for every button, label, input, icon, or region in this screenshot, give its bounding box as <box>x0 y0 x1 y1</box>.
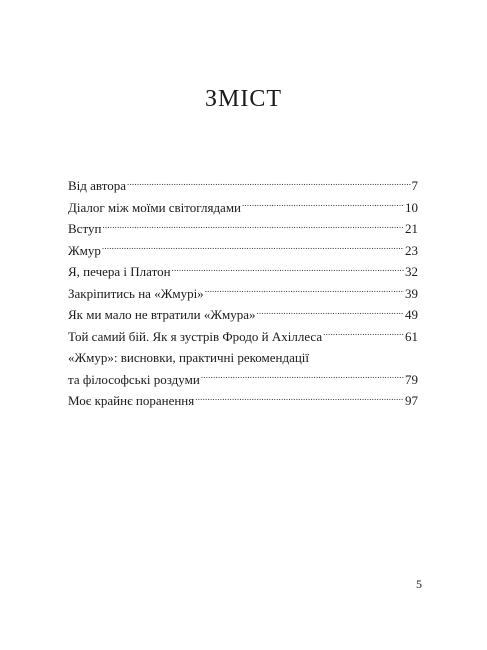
toc-entry-label: Жмур <box>68 242 101 258</box>
toc-entry-page: 23 <box>405 242 418 258</box>
toc-entry-page: 61 <box>405 328 418 344</box>
toc-entry-page: 10 <box>405 199 418 215</box>
toc-entry-page: 39 <box>405 285 418 301</box>
toc-entry-label: Моє крайнє поранення <box>68 393 195 408</box>
toc-entry <box>68 197 418 219</box>
toc-dot-leader <box>205 285 404 298</box>
toc-entry-page: 79 <box>405 371 418 387</box>
page-title: ЗМІСТ <box>204 86 283 112</box>
toc-entry-label: Як ми мало не втратили «Жмура» <box>68 307 256 322</box>
toc-dot-leader <box>323 328 404 341</box>
toc-dot-leader <box>195 392 404 405</box>
toc-entry-page: 21 <box>405 221 418 236</box>
toc-dot-leader <box>256 306 404 319</box>
toc-entry-page: 32 <box>405 264 418 279</box>
toc-entry <box>68 175 418 197</box>
toc-dot-leader <box>127 177 410 190</box>
table-of-contents <box>68 175 418 412</box>
toc-entry <box>68 218 418 240</box>
toc-entry-page: 49 <box>405 307 418 322</box>
toc-dot-leader <box>102 220 404 233</box>
toc-entry-label: Я, печера і Платон <box>68 264 171 279</box>
toc-dot-leader <box>242 199 404 212</box>
toc-entry <box>68 390 418 412</box>
toc-entry-label: Діалог між моїми світоглядами <box>68 199 242 215</box>
toc-entry <box>68 261 418 283</box>
toc-dot-leader <box>102 242 404 255</box>
toc-dot-leader <box>201 371 404 384</box>
toc-entry <box>68 369 418 391</box>
toc-entry <box>68 283 418 305</box>
toc-dot-leader <box>172 263 404 276</box>
toc-entry-label: Вступ <box>68 221 102 236</box>
toc-entry-label: Від автора <box>68 178 127 193</box>
toc-entry-label-line1: «Жмур»: висновки, практичні рекомендації <box>68 350 310 365</box>
toc-entry <box>68 304 418 326</box>
toc-entry <box>68 326 418 348</box>
toc-entry <box>68 240 418 262</box>
toc-entry-label: Закріпитись на «Жмурі» <box>68 285 204 301</box>
toc-entry-page: 7 <box>411 178 418 193</box>
page-number: 5 <box>416 577 422 591</box>
toc-entry-label: та філософські роздуми <box>68 371 200 387</box>
toc-entry-page: 97 <box>405 393 418 408</box>
toc-entry-label: Той самий бій. Як я зустрів Фродо й Ахіллеса <box>68 328 323 344</box>
